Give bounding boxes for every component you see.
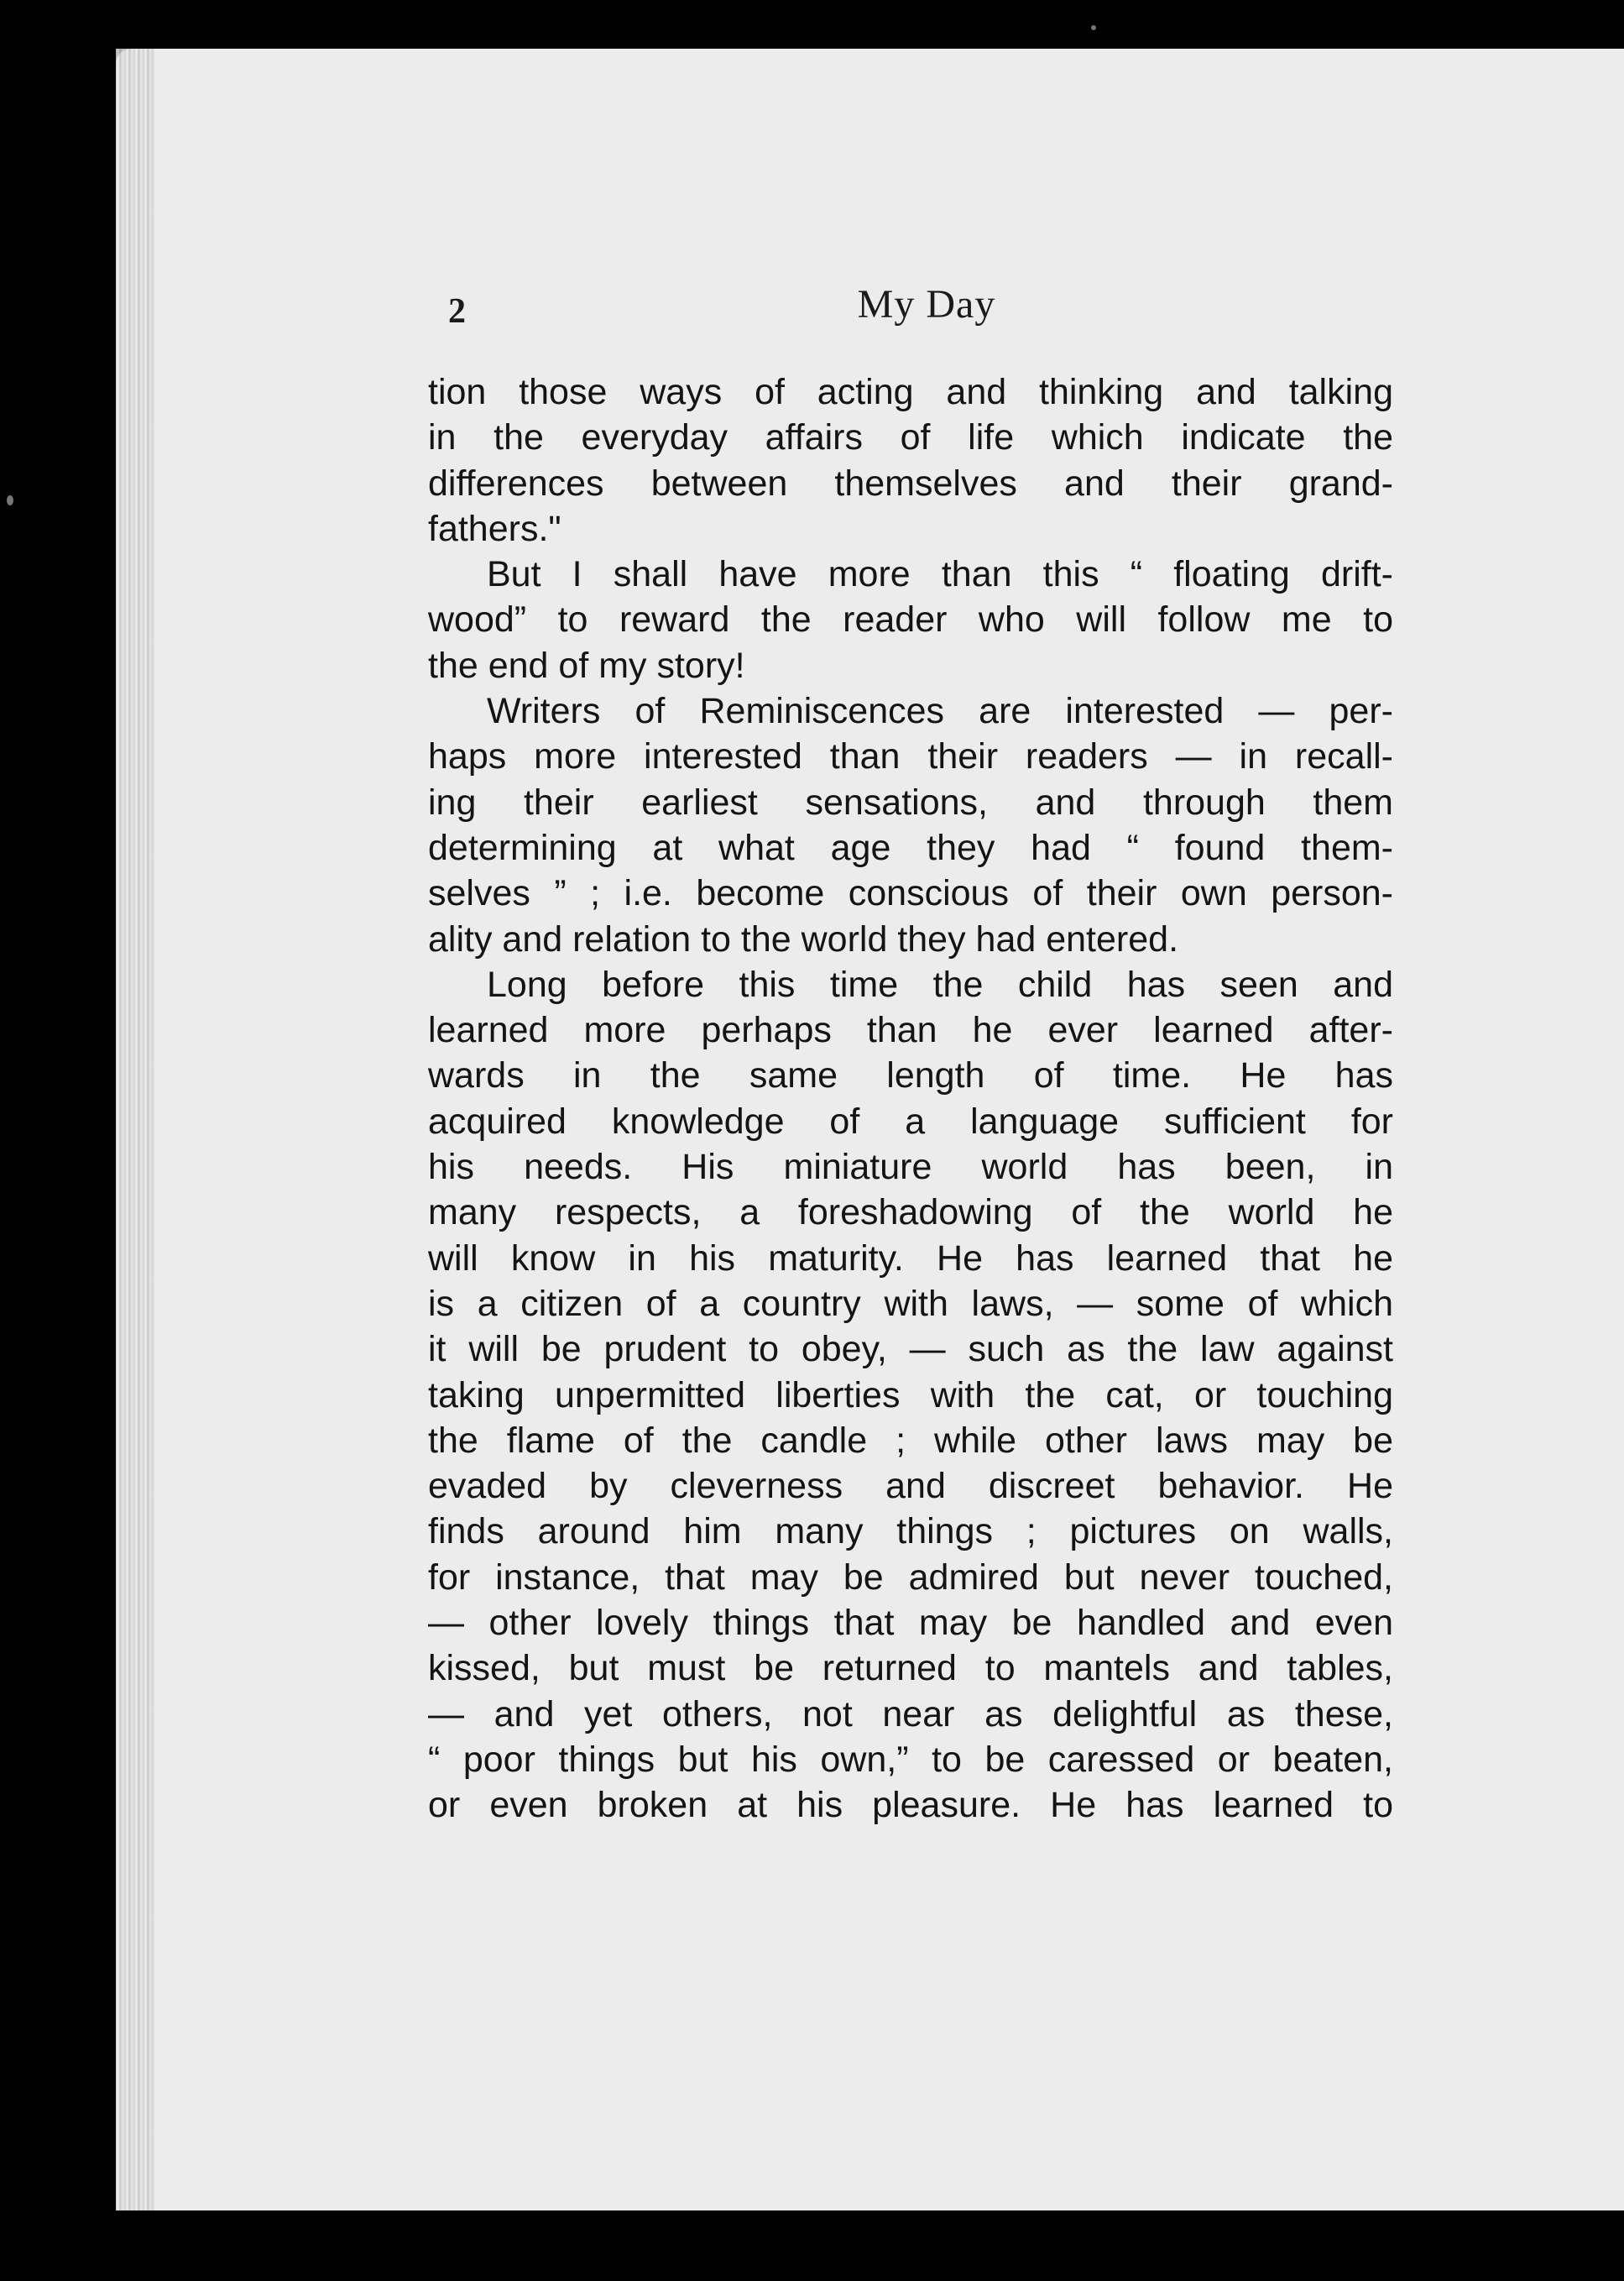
text-line: “ poor things but his own,” to be caressed or beaten, <box>428 1739 1393 1780</box>
text-line: his needs. His miniature world has been, in <box>428 1147 1393 1188</box>
text-line: selves ” ; i.e. become conscious of their own person- <box>428 873 1393 914</box>
text-line: tion those ways of acting and thinking and talking <box>428 372 1393 412</box>
text-line: — and yet others, not near as delightful as these, <box>428 1693 1393 1734</box>
text-line: But I shall have more than this “ floating drift- <box>487 554 1393 595</box>
text-line: is a citizen of a country with laws, — some of which <box>428 1283 1393 1324</box>
text-line: will know in his maturity. He has learned that he <box>428 1237 1393 1279</box>
text-line: taking unpermitted liberties with the cat, or touching <box>428 1374 1393 1415</box>
text-line: the flame of the candle ; while other laws may be <box>428 1420 1393 1461</box>
body-text <box>428 369 1393 1828</box>
text-line: fathers." <box>428 508 561 549</box>
text-line: the end of my story! <box>428 645 745 686</box>
text-line: in the everyday affairs of life which indicate the <box>428 417 1393 458</box>
text-line: haps more interested than their readers — in recall- <box>428 736 1393 777</box>
text-line: or even broken at his pleasure. He has learned to <box>428 1785 1393 1826</box>
page-header <box>448 281 1405 340</box>
text-line: many respects, a foreshadowing of the world he <box>428 1192 1393 1233</box>
text-line: differences between themselves and their grand- <box>428 463 1393 504</box>
text-line: kissed, but must be returned to mantels and tables, <box>428 1648 1393 1689</box>
text-line: Writers of Reminiscences are interested — per- <box>487 691 1393 732</box>
text-line: ality and relation to the world they had entered. <box>428 918 1179 960</box>
text-line: Long before this time the child has seen and <box>487 964 1393 1005</box>
text-line: evaded by cleverness and discreet behavior. He <box>428 1466 1393 1507</box>
text-line: wood” to reward the reader who will follow me to <box>428 599 1393 641</box>
text-line: wards in the same length of time. He has <box>428 1055 1393 1096</box>
scan-speck <box>1091 25 1096 30</box>
text-line: it will be prudent to obey, — such as the law against <box>428 1329 1393 1370</box>
text-line: acquired knowledge of a language sufficient for <box>428 1101 1393 1142</box>
text-line: determining at what age they had “ found them- <box>428 827 1393 868</box>
text-line: learned more perhaps than he ever learned after- <box>428 1010 1393 1051</box>
page-number: 2 <box>448 292 466 331</box>
text-line: ing their earliest sensations, and through them <box>428 782 1393 823</box>
text-line: — other lovely things that may be handled and even <box>428 1603 1393 1644</box>
running-title: My Day <box>857 282 996 327</box>
text-line: for instance, that may be admired but never touched, <box>428 1556 1393 1598</box>
scan-speck <box>7 495 13 505</box>
text-line: finds around him many things ; pictures on walls, <box>428 1511 1393 1552</box>
binding-edge <box>116 49 154 2210</box>
